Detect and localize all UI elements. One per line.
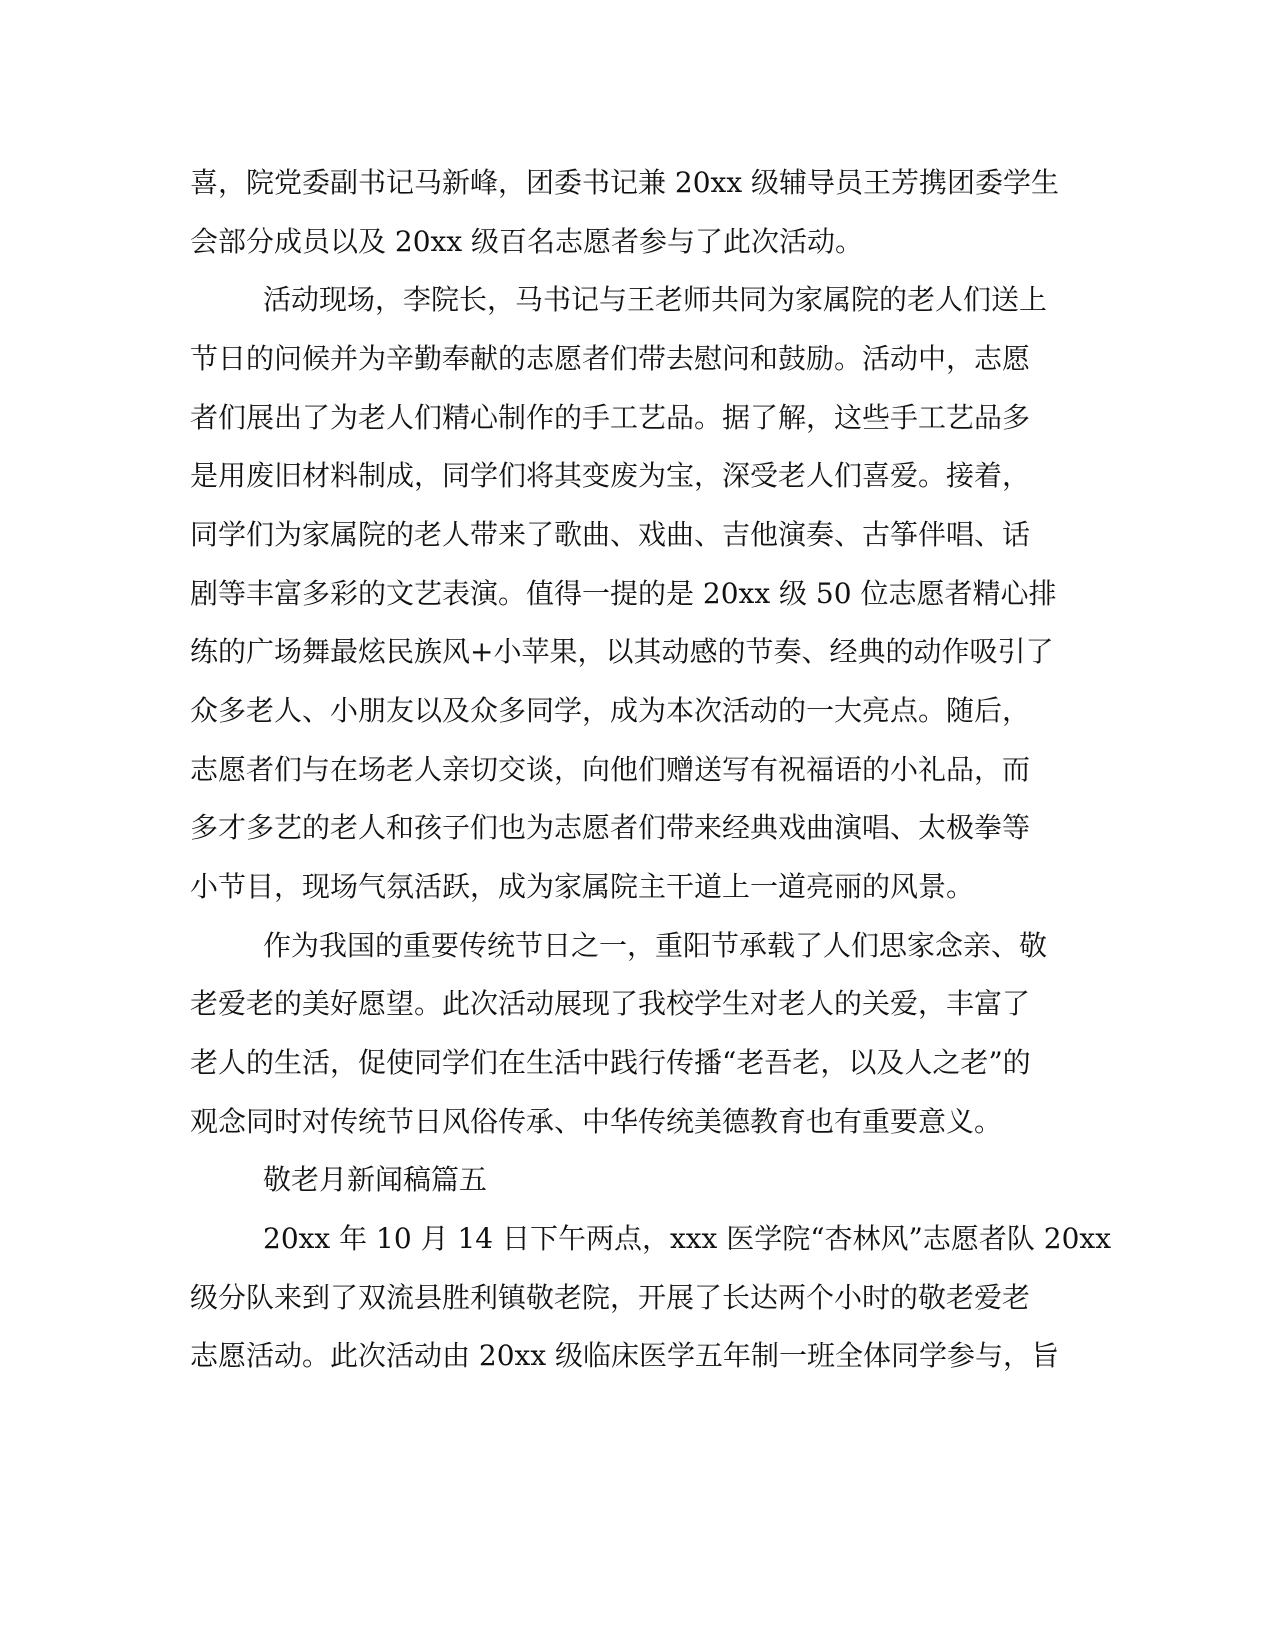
text-line: 是用废旧材料制成，同学们将其变废为宝，深受老人们喜爱。接着， — [190, 459, 1031, 492]
text-line: 众多老人、小朋友以及众多同学，成为本次活动的一大亮点。随后， — [190, 694, 1031, 727]
text-line: 节日的问候并为辛勤奉献的志愿者们带去慰问和鼓励。活动中，志愿 — [190, 342, 1031, 375]
text-line: 老人的生活，促使同学们在生活中践行传播“老吾老，以及人之老”的 — [190, 1046, 1031, 1079]
text-line: 同学们为家属院的老人带来了歌曲、戏曲、吉他演奏、古筝伴唱、话 — [190, 518, 1031, 551]
text-line: 多才多艺的老人和孩子们也为志愿者们带来经典戏曲演唱、太极拳等 — [190, 811, 1031, 844]
text-line: 志愿者们与在场老人亲切交谈，向他们赠送写有祝福语的小礼品，而 — [190, 753, 1031, 786]
text-line: 志愿活动。此次活动由 20xx 级临床医学五年制一班全体同学参与，旨 — [190, 1339, 1060, 1372]
text-line: 喜，院党委副书记马新峰，团委书记兼 20xx 级辅导员王芳携团委学生 — [190, 166, 1060, 199]
text-line: 者们展出了为老人们精心制作的手工艺品。据了解，这些手工艺品多 — [190, 401, 1031, 434]
text-line: 级分队来到了双流县胜利镇敬老院，开展了长达两个小时的敬老爱老 — [190, 1281, 1031, 1314]
paragraph-start-line: 20xx 年 10 月 14 日下午两点，xxx 医学院“杏林风”志愿者队 20xx — [263, 1222, 1111, 1255]
text-line: 练的广场舞最炫民族风+小苹果，以其动感的节奏、经典的动作吸引了 — [190, 635, 1054, 668]
paragraph-start-line: 活动现场，李院长，马书记与王老师共同为家属院的老人们送上 — [263, 283, 1048, 316]
text-line: 老爱老的美好愿望。此次活动展现了我校学生对老人的关爱，丰富了 — [190, 987, 1031, 1020]
text-line: 会部分成员以及 20xx 级百名志愿者参与了此次活动。 — [190, 225, 864, 258]
text-line: 观念同时对传统节日风俗传承、中华传统美德教育也有重要意义。 — [190, 1105, 1003, 1138]
section-heading: 敬老月新闻稿篇五 — [263, 1163, 488, 1196]
paragraph-start-line: 作为我国的重要传统节日之一，重阳节承载了人们思家念亲、敬 — [263, 929, 1048, 962]
text-line: 剧等丰富多彩的文艺表演。值得一提的是 20xx 级 50 位志愿者精心排 — [190, 577, 1057, 610]
text-line: 小节目，现场气氛活跃，成为家属院主干道上一道亮丽的风景。 — [190, 870, 975, 903]
